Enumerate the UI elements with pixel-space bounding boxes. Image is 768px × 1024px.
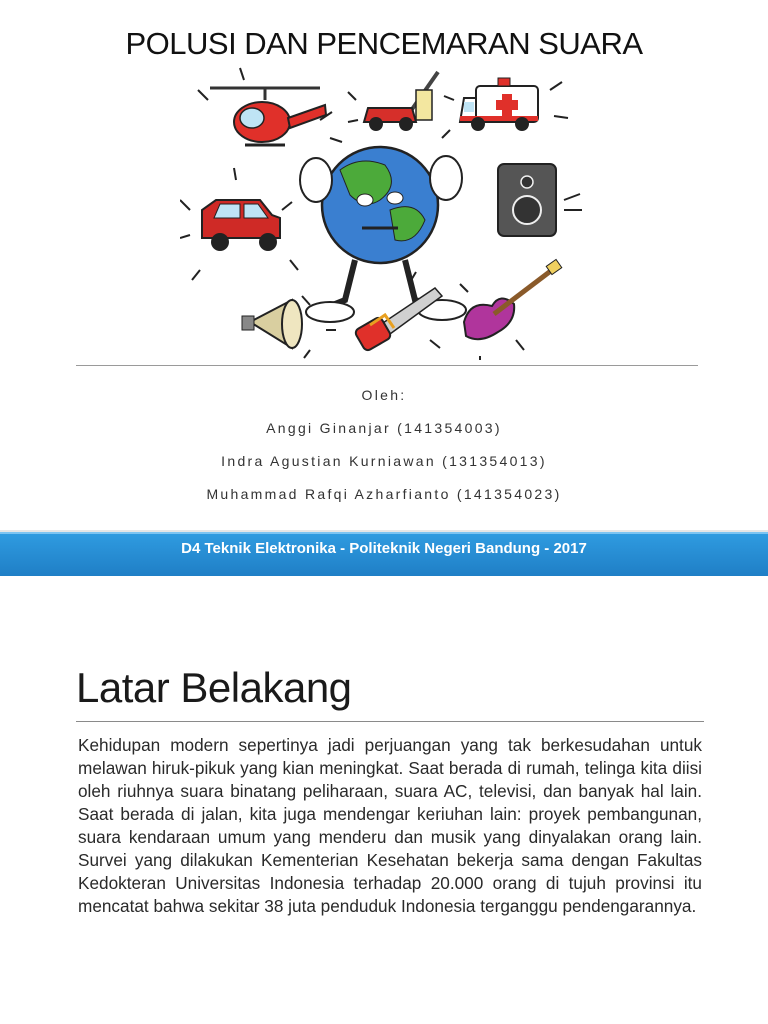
speaker-icon — [498, 164, 582, 236]
helicopter-icon — [210, 88, 326, 145]
lawn-mower-icon — [364, 72, 438, 131]
chainsaw-icon — [354, 288, 442, 352]
section-heading: Latar Belakang — [76, 664, 352, 711]
electric-guitar-icon — [464, 259, 562, 339]
noise-pollution-illustration — [180, 60, 590, 360]
byline-label: Oleh: — [361, 387, 407, 403]
car-icon — [202, 200, 280, 251]
body-paragraph: Kehidupan modern sepertinya jadi perjuangan yang tak berkesudahan untuk melawan hiruk-pikuk yang kian meningkat. Saat berada di rumah, telinga kita diisi oleh riuhnya suara binatang peliharaan, suara AC, televisi, dan banyak hal lain. Saat berada di jalan, kita juga mendengar keriuhan lain: proyek pembangunan, suara kendaraan umum yang menderu dan musik yang dinyalakan orang lain. Survei yang dilakukan Kementerian Kesehatan bekerja sama dengan Fakultas Kedokteran Universitas Indonesia terhadap 20.000 orang di tujuh provinsi itu mencatat bahwa sekitar 38 juta penduduk Indonesia terganggu pendengarannya. — [78, 735, 702, 916]
title-divider — [76, 365, 698, 366]
slide-title: POLUSI DAN PENCEMARAN SUARA — [125, 26, 643, 61]
megaphone-icon — [242, 300, 302, 348]
author-2: Indra Agustian Kurniawan (131354013) — [221, 453, 547, 469]
author-3: Muhammad Rafqi Azharfianto (141354023) — [206, 486, 562, 502]
footer-banner-text: D4 Teknik Elektronika - Politeknik Negeri Bandung - 2017 — [181, 540, 587, 557]
ambulance-icon — [460, 78, 538, 131]
author-1: Anggi Ginanjar (141354003) — [266, 420, 502, 436]
heading-divider — [76, 721, 704, 722]
